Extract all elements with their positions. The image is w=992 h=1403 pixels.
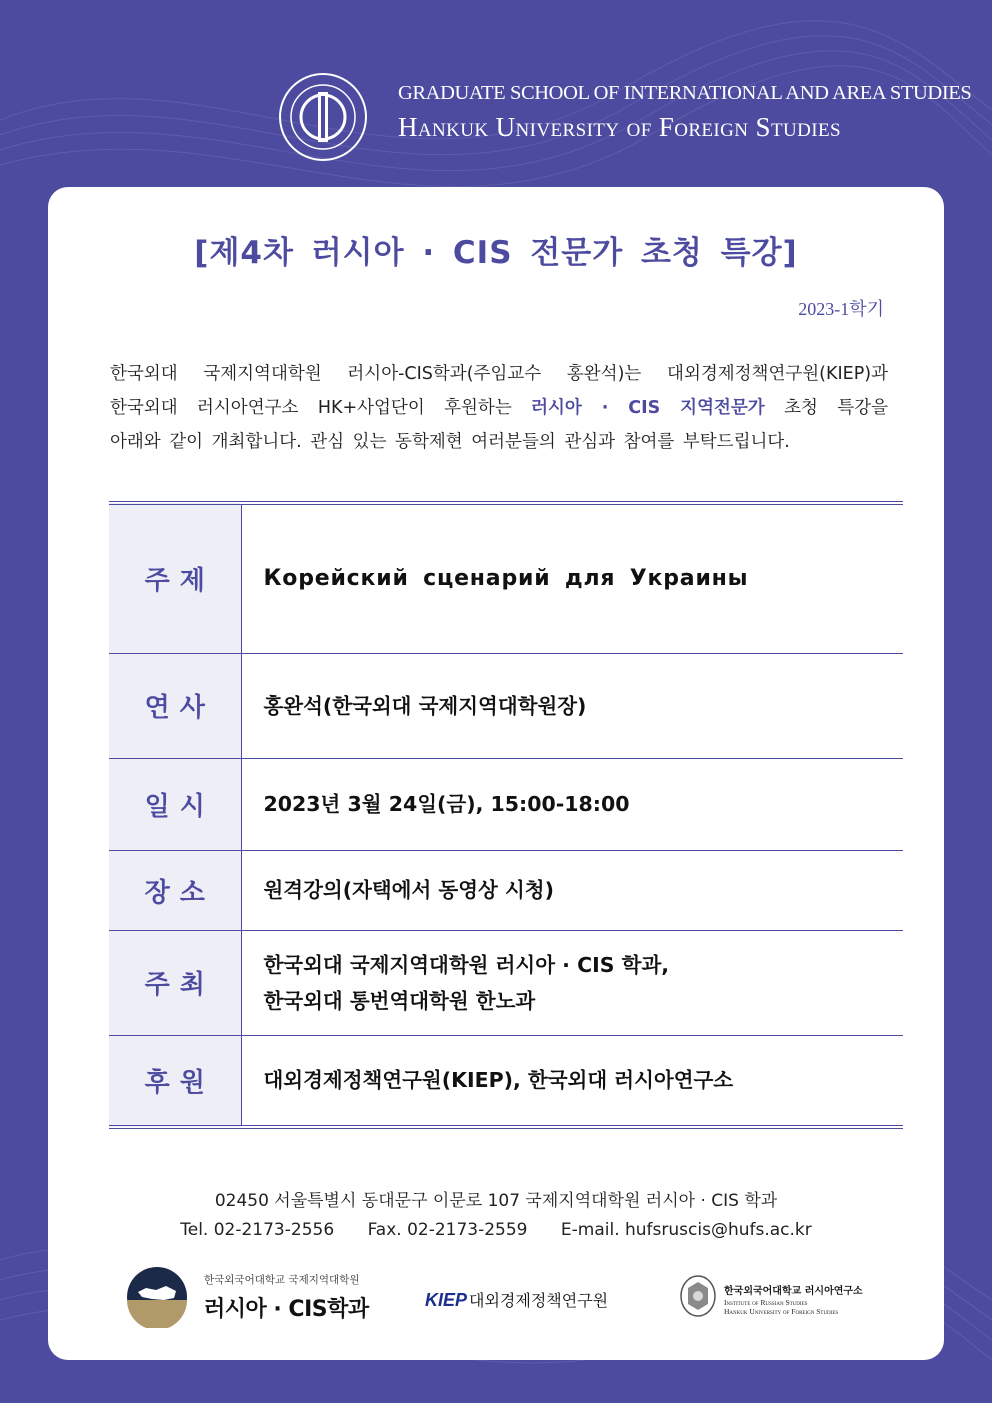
row-value-speaker: 홍완석(한국외대 국제지역대학원장) <box>241 653 903 758</box>
row-label-topic: 주제 <box>109 503 241 653</box>
table-row <box>109 503 903 653</box>
footer-fax: Fax. 02-2173-2559 <box>367 1220 528 1240</box>
dept-logo-subtitle: 한국외국어대학교 국제지역대학원 <box>204 1274 360 1286</box>
kiep-name: 대외경제정책연구원 <box>469 1291 609 1310</box>
intro-line-3: 아래와 같이 개최합니다. 관심 있는 동학제현 여러분들의 관심과 참여를 부탁드립니다. <box>110 432 790 452</box>
institute-name-en-1: Institute of Russian Studies <box>724 1298 808 1307</box>
footer-address: 02450 서울특별시 동대문구 이문로 107 국제지역대학원 러시아 · CIS 학과 <box>214 1191 778 1211</box>
intro-line-2-pre: 한국외대 러시아연구소 HK+사업단이 후원하는 <box>110 398 532 418</box>
intro-highlight: 러시아 · CIS 지역전문가 <box>531 398 765 418</box>
intro-line-2-post: 초청 특강을 <box>764 398 889 418</box>
row-value-sponsor: 대외경제정책연구원(KIEP), 한국외대 러시아연구소 <box>263 1068 734 1093</box>
sponsor-logos <box>48 1262 944 1332</box>
table-row <box>109 850 903 930</box>
row-value-topic: Корейский сценарий для Украины <box>241 503 903 653</box>
table-row <box>109 930 903 1035</box>
row-value-host <box>241 930 903 1035</box>
intro-line-1: 한국외대 국제지역대학원 러시아-CIS학과(주임교수 홍완석)는 대외경제정책연구원(KIEP)과 <box>110 364 888 384</box>
host-line-1: 한국외대 국제지역대학원 러시아 · CIS 학과, <box>263 952 670 977</box>
row-label-venue: 장소 <box>109 850 241 930</box>
intro-paragraph <box>110 357 888 459</box>
institute-name-kr: 한국외국어대학교 러시아연구소 <box>724 1286 863 1297</box>
dept-logo-title: 러시아 · CIS학과 <box>204 1297 369 1322</box>
table-row <box>109 653 903 758</box>
poster-card <box>48 187 944 1360</box>
row-value-datetime: 2023년 3월 24일(금), 15:00-18:00 <box>241 758 903 850</box>
institute-logo <box>678 1268 898 1328</box>
intro-line-2 <box>110 391 888 425</box>
row-label-sponsor: 후원 <box>109 1035 241 1127</box>
row-label-host: 주최 <box>109 930 241 1035</box>
dept-logo <box>126 1262 386 1332</box>
footer-contact-line <box>48 1216 944 1245</box>
kiep-logo <box>425 1288 608 1311</box>
institute-name-en-2: Hankuk University of Foreign Studies <box>724 1307 839 1316</box>
poster-title: [제4차 러시아 · CIS 전문가 초청 특강] <box>194 235 798 271</box>
footer-email: E-mail. hufsruscis@hufs.ac.kr <box>560 1220 812 1240</box>
header <box>0 0 992 185</box>
row-value-venue: 원격강의(자택에서 동영상 시청) <box>241 850 903 930</box>
globe-map-icon <box>126 1266 188 1328</box>
details-table <box>109 501 903 1129</box>
table-row <box>109 758 903 850</box>
table-row <box>109 1035 903 1127</box>
row-label-datetime: 일시 <box>109 758 241 850</box>
semester-label: 2023-1학기 <box>798 299 884 319</box>
kiep-mark: KIEP <box>425 1290 468 1310</box>
row-label-speaker: 연사 <box>109 653 241 758</box>
school-name: GRADUATE SCHOOL OF INTERNATIONAL AND AREA STUDIES <box>398 82 972 104</box>
host-line-2: 한국외대 통번역대학원 한노과 <box>263 988 536 1013</box>
footer-contact <box>48 1187 944 1245</box>
emblem-icon <box>678 1274 718 1318</box>
university-name: Hankuk University of Foreign Studies <box>398 112 841 142</box>
university-seal-icon <box>278 72 368 162</box>
footer-tel: Tel. 02-2173-2556 <box>180 1220 335 1240</box>
